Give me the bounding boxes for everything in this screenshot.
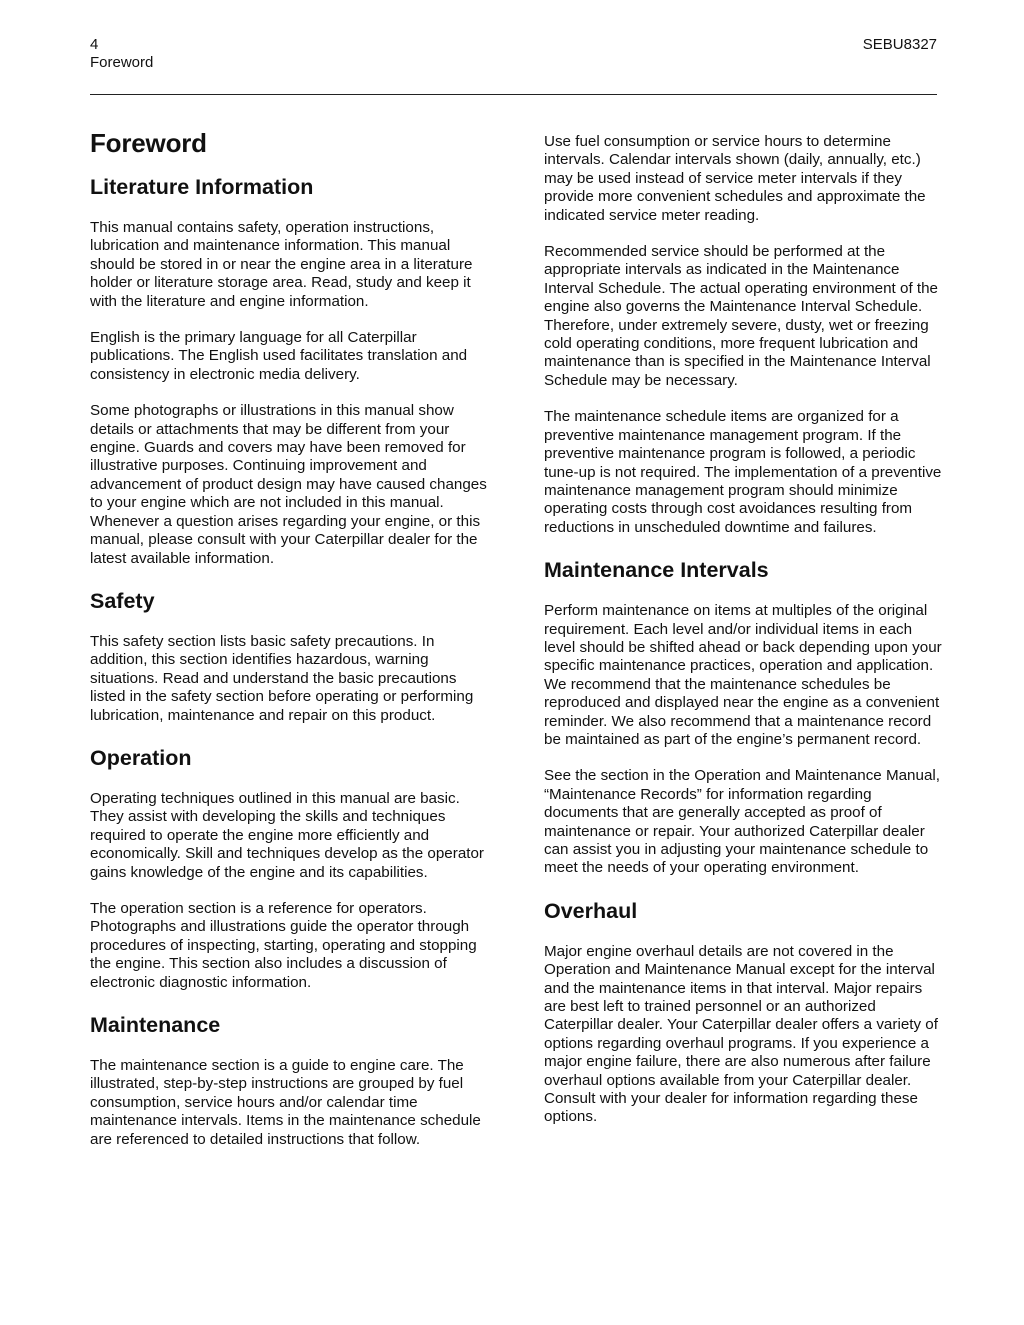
page-header xyxy=(90,34,937,95)
paragraph: Perform maintenance on items at multiples of the original requirement. Each level and/or individual items in each level should be shifted ahead or back depending upon your specific maintenance practices, operation and application. We recommend that the maintenance schedules be reproduced and displayed near the engine as a convenient reminder. We also recommend that a maintenance record be maintained as part of the engine’s permanent record. xyxy=(544,602,942,748)
section-heading: Operation xyxy=(90,745,192,770)
section-overhaul xyxy=(544,896,944,1127)
header-section-name: Foreword xyxy=(90,54,154,71)
paragraph: This manual contains safety, operation instructions, lubrication and maintenance information. This manual should be stored in or near the engine area in a literature holder or literature storage area. Read, study and keep it with the literature and engine information. xyxy=(90,219,473,310)
section-operation xyxy=(90,743,490,992)
document-code: SEBU8327 xyxy=(862,36,937,53)
section-heading: Literature Information xyxy=(90,175,314,199)
section-maintenance-continued xyxy=(544,133,944,537)
section-heading: Maintenance xyxy=(90,1013,221,1037)
paragraph: The maintenance schedule items are organized for a preventive maintenance management program. If the preventive maintenance program is followed, a periodic tune-up is not required. The implementation of a preventive maintenance management program should minimize operating costs through cost avoidances resulting from reductions in unscheduled downtime and failures. xyxy=(544,408,942,536)
section-heading: Overhaul xyxy=(544,898,638,923)
paragraph: The operation section is a reference for operators. Photographs and illustrations guide the operator through procedures of inspecting, starting, operating and stopping the engine. This section also includes a discussion of electronic diagnostic information. xyxy=(90,899,477,991)
right-column xyxy=(544,133,944,1145)
page-title: Foreword xyxy=(90,128,207,158)
section-heading: Maintenance Intervals xyxy=(544,558,769,583)
left-column xyxy=(90,124,490,1167)
paragraph: English is the primary language for all Caterpillar publications. The English used facilitates translation and consistency in electronic media delivery. xyxy=(90,329,468,383)
paragraph: Some photographs or illustrations in this manual show details or attachments that may be different from your engine. Guards and covers may have been removed for illustrative purposes. Continuing improvement and advancement of product design may have caused changes to your engine which are not included in this manual. Whenever a question arises regarding your engine, or this manual, please consult with your Caterpillar dealer for the latest available information. xyxy=(90,402,487,567)
section-safety xyxy=(90,586,490,725)
paragraph: See the section in the Operation and Maintenance Manual, “Maintenance Records” for information regarding documents that are generally accepted as proof of maintenance or repair. Your authorized Caterpillar dealer can assist you in adjusting your maintenance schedule to meet the needs of your operating environment. xyxy=(544,767,940,877)
paragraph: Use fuel consumption or service hours to determine intervals. Calendar intervals shown (daily, annually, etc.) may be used instead of service meter intervals if they provide more convenient schedules and approximate the indicated service meter reading. xyxy=(544,133,926,224)
paragraph: Recommended service should be performed at the appropriate intervals as indicated in the Maintenance Interval Schedule. The actual operating environment of the engine also governs the Maintenance Interval Schedule. Therefore, under extremely severe, dusty, wet or freezing cold operating conditions, more frequent lubrication and maintenance than is specified in the Maintenance Interval Schedule may be necessary. xyxy=(544,243,938,389)
paragraph: Major engine overhaul details are not covered in the Operation and Maintenance Manual except for the interval and the maintenance items in that interval. Major repairs are best left to trained personnel or an authorized Caterpillar dealer. Your Caterpillar dealer offers a variety of options regarding overhaul programs. If you experience a major engine failure, there are also numerous after failure overhaul options available from your Caterpillar dealer. Consult with your dealer for information regarding these options. xyxy=(544,942,938,1126)
section-heading: Safety xyxy=(90,588,155,613)
page-number: 4 xyxy=(90,36,99,53)
section-literature-information xyxy=(90,172,490,568)
section-maintenance xyxy=(90,1010,490,1149)
paragraph: Operating techniques outlined in this manual are basic. They assist with developing the skills and techniques required to operate the engine more efficiently and economically. Skill and techniques develop as the operator gains knowledge of the engine and its capabilities. xyxy=(90,789,484,881)
paragraph: The maintenance section is a guide to engine care. The illustrated, step-by-step instructions are grouped by fuel consumption, service hours and/or calendar time maintenance intervals. Items in the maintenance schedule are referenced to detailed instructions that follow. xyxy=(90,1057,481,1148)
paragraph: This safety section lists basic safety precautions. In addition, this section identifies hazardous, warning situations. Read and understand the basic precautions listed in the safety section before operating or performing lubrication, maintenance and repair on this product. xyxy=(90,632,474,724)
section-maintenance-intervals xyxy=(544,555,944,878)
